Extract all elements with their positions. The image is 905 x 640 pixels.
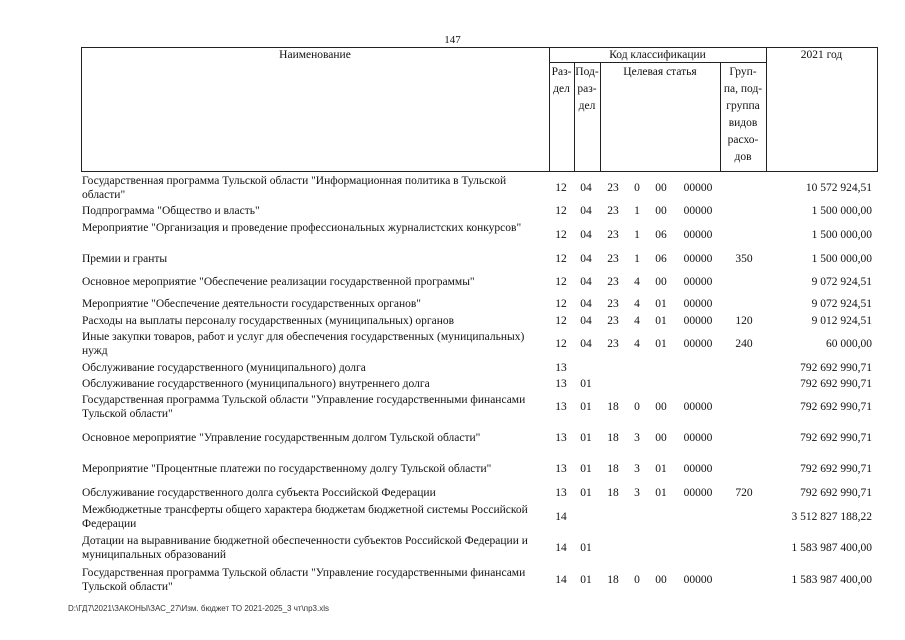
row-podrazdel: 04 (580, 182, 592, 194)
table-row (82, 174, 878, 204)
row-target-2: 1 (634, 205, 640, 217)
row-target-3: 06 (655, 229, 667, 241)
row-target-3: 00 (655, 276, 667, 288)
row-podrazdel: 01 (580, 542, 592, 554)
row-razdel: 12 (555, 182, 567, 194)
row-razdel: 14 (555, 574, 567, 586)
row-target-4: 00000 (683, 463, 713, 475)
row-name: Государственная программа Тульской области "Управление государственными финансами Тульской области" (82, 394, 526, 420)
header-group: Груп- па, под- группа видов расхо- дов (723, 66, 763, 163)
row-amount: 1 583 987 400,00 (791, 574, 872, 586)
row-target-3: 00 (655, 574, 667, 586)
row-amount: 792 692 990,71 (800, 378, 872, 390)
row-target-1: 23 (607, 276, 619, 288)
row-razdel: 12 (555, 298, 567, 310)
row-target-2: 3 (634, 487, 640, 499)
row-razdel: 13 (555, 362, 567, 374)
row-amount: 1 500 000,00 (811, 253, 872, 265)
table-header (81, 47, 878, 172)
row-target-3: 00 (655, 432, 667, 444)
row-podrazdel: 01 (580, 463, 592, 475)
row-razdel: 12 (555, 315, 567, 327)
table-row (82, 534, 878, 564)
row-target-1: 23 (607, 182, 619, 194)
row-name: Мероприятие "Обеспечение деятельности государственных органов" (82, 298, 421, 310)
row-razdel: 13 (555, 487, 567, 499)
table-row (82, 361, 878, 376)
row-target-1: 23 (607, 253, 619, 265)
row-target-2: 4 (634, 276, 640, 288)
row-podrazdel: 01 (580, 432, 592, 444)
row-target-2: 0 (634, 401, 640, 413)
row-target-3: 01 (655, 487, 667, 499)
row-target-4: 00000 (683, 298, 713, 310)
row-target-4: 00000 (683, 276, 713, 288)
row-target-4: 00000 (683, 338, 713, 350)
table-row (82, 252, 878, 268)
row-name: Подпрограмма "Общество и власть" (82, 205, 260, 217)
row-target-4: 00000 (683, 315, 713, 327)
row-target-3: 01 (655, 338, 667, 350)
row-amount: 792 692 990,71 (800, 432, 872, 444)
row-razdel: 13 (555, 378, 567, 390)
row-razdel: 12 (555, 205, 567, 217)
row-target-2: 3 (634, 463, 640, 475)
row-target-3: 01 (655, 298, 667, 310)
page-number: 147 (444, 34, 461, 46)
row-target-1: 23 (607, 338, 619, 350)
row-target-2: 4 (634, 338, 640, 350)
row-razdel: 14 (555, 542, 567, 554)
row-podrazdel: 04 (580, 315, 592, 327)
row-amount: 792 692 990,71 (800, 362, 872, 374)
row-group: 350 (735, 253, 753, 265)
row-amount: 9 072 924,51 (811, 298, 872, 310)
row-target-2: 0 (634, 182, 640, 194)
table-row (82, 431, 878, 447)
file-path-footer: D:\ГД7\2021\ЗАКОНЫ\ЗАС_27\Изм. бюджет ТО 2021-2025_3 чт\пр3.xls (68, 604, 330, 613)
row-target-4: 00000 (683, 401, 713, 413)
table-row (82, 377, 878, 392)
table-row (82, 566, 878, 596)
row-name: Расходы на выплаты персоналу государственных (муниципальных) органов (82, 315, 455, 327)
table-row (82, 503, 878, 533)
table-row (82, 221, 878, 251)
row-podrazdel: 04 (580, 338, 592, 350)
row-razdel: 13 (555, 401, 567, 413)
row-target-4: 00000 (683, 229, 713, 241)
row-target-3: 01 (655, 315, 667, 327)
row-podrazdel: 01 (580, 574, 592, 586)
row-podrazdel: 04 (580, 229, 592, 241)
row-name: Премии и гранты (82, 253, 168, 265)
row-podrazdel: 04 (580, 253, 592, 265)
row-target-3: 00 (655, 401, 667, 413)
row-target-1: 18 (607, 432, 619, 444)
header-code: Код классификации (609, 49, 706, 61)
row-target-1: 18 (607, 487, 619, 499)
header-podrazdel: Под- раз- дел (575, 66, 599, 112)
row-name: Межбюджетные трансферты общего характера бюджетам бюджетной системы Российской Федерации (82, 504, 528, 530)
row-target-3: 01 (655, 463, 667, 475)
row-podrazdel: 04 (580, 276, 592, 288)
row-name: Обслуживание государственного (муниципального) долга (82, 362, 366, 374)
row-razdel: 12 (555, 338, 567, 350)
row-target-3: 00 (655, 205, 667, 217)
row-razdel: 12 (555, 276, 567, 288)
row-target-4: 00000 (683, 205, 713, 217)
row-group: 240 (735, 338, 753, 350)
table-row (82, 275, 878, 291)
row-target-3: 00 (655, 182, 667, 194)
row-name: Государственная программа Тульской области "Информационная политика в Тульской области" (82, 175, 507, 201)
row-amount: 1 500 000,00 (811, 229, 872, 241)
row-target-1: 18 (607, 463, 619, 475)
row-razdel: 14 (555, 511, 567, 523)
row-name: Основное мероприятие "Обеспечение реализации государственной программы" (82, 276, 475, 288)
row-target-4: 00000 (683, 432, 713, 444)
row-razdel: 13 (555, 432, 567, 444)
row-razdel: 13 (555, 463, 567, 475)
row-name: Иные закупки товаров, работ и услуг для обеспечения государственных (муниципальных) нужд (82, 331, 525, 357)
row-target-1: 23 (607, 315, 619, 327)
row-target-4: 00000 (683, 574, 713, 586)
row-target-1: 18 (607, 574, 619, 586)
table-row (82, 204, 878, 220)
table-row (82, 462, 878, 478)
row-name: Обслуживание государственного (муниципального) внутреннего долга (82, 378, 430, 390)
row-name: Дотации на выравнивание бюджетной обеспеченности субъектов Российской Федерации и муниципальных образований (82, 535, 528, 561)
row-target-1: 23 (607, 298, 619, 310)
row-amount: 792 692 990,71 (800, 463, 872, 475)
row-amount: 1 500 000,00 (811, 205, 872, 217)
row-target-1: 18 (607, 401, 619, 413)
row-target-2: 4 (634, 315, 640, 327)
row-name: Мероприятие "Процентные платежи по государственному долгу Тульской области" (82, 463, 492, 475)
header-name: Наименование (279, 49, 351, 61)
row-group: 120 (735, 315, 753, 327)
row-target-4: 00000 (683, 487, 713, 499)
row-amount: 9 012 924,51 (811, 315, 872, 327)
row-razdel: 12 (555, 253, 567, 265)
row-amount: 3 512 827 188,22 (791, 511, 872, 523)
row-target-4: 00000 (683, 182, 713, 194)
row-razdel: 12 (555, 229, 567, 241)
row-target-4: 00000 (683, 253, 713, 265)
table-row (82, 486, 878, 502)
row-target-2: 1 (634, 229, 640, 241)
row-target-2: 0 (634, 574, 640, 586)
row-name: Мероприятие "Организация и проведение профессиональных журналистских конкурсов" (82, 222, 522, 234)
row-podrazdel: 01 (580, 487, 592, 499)
row-amount: 60 000,00 (826, 338, 872, 350)
row-target-1: 23 (607, 205, 619, 217)
row-amount: 792 692 990,71 (800, 401, 872, 413)
row-group: 720 (735, 487, 753, 499)
header-razdel: Раз- дел (551, 66, 572, 95)
table-row (82, 393, 878, 423)
table-row (82, 297, 878, 312)
row-name: Обслуживание государственного долга субъекта Российской Федерации (82, 487, 436, 499)
row-name: Основное мероприятие "Управление государственным долгом Тульской области" (82, 432, 481, 444)
row-podrazdel: 04 (580, 205, 592, 217)
row-podrazdel: 01 (580, 401, 592, 413)
row-podrazdel: 04 (580, 298, 592, 310)
row-amount: 9 072 924,51 (811, 276, 872, 288)
header-target: Целевая статья (623, 66, 697, 78)
row-target-2: 3 (634, 432, 640, 444)
header-year: 2021 год (800, 49, 843, 61)
row-amount: 792 692 990,71 (800, 487, 872, 499)
table-row (82, 314, 878, 329)
row-amount: 10 572 924,51 (805, 182, 872, 194)
row-target-3: 06 (655, 253, 667, 265)
row-target-2: 4 (634, 298, 640, 310)
row-amount: 1 583 987 400,00 (791, 542, 872, 554)
row-target-2: 1 (634, 253, 640, 265)
row-name: Государственная программа Тульской области "Управление государственными финансами Тульской области" (82, 567, 526, 593)
row-target-1: 23 (607, 229, 619, 241)
row-podrazdel: 01 (580, 378, 592, 390)
table-row (82, 330, 878, 360)
